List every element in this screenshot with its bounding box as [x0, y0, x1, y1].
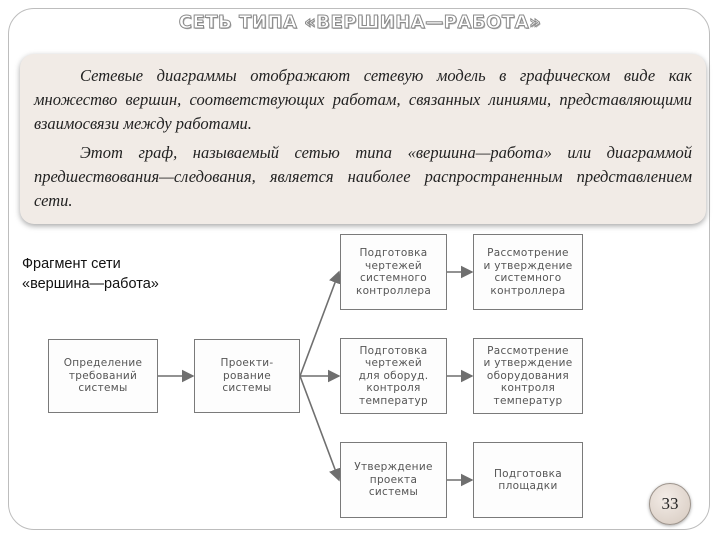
- caption-line-1: Фрагмент сети: [22, 256, 121, 272]
- arrow-design-drawings-controller: [300, 272, 339, 376]
- slide-title: СЕТЬ ТИПА «ВЕРШИНА—РАБОТА»: [178, 12, 542, 33]
- node-drawings-equipment: Подготовка чертежей для оборуд. контроля температур: [340, 338, 447, 414]
- caption-line-2: «вершина—работа»: [22, 276, 159, 292]
- paragraph-1: Сетевые диаграммы отображают сетевую модель в графическом виде как множество вершин, соответствующих работам, связанных линиями, представляющими взаимосвязи между работами.: [34, 66, 692, 133]
- arrow-design-approve-project: [300, 376, 339, 480]
- node-design: Проекти- рование системы: [194, 339, 300, 413]
- node-approve-project: Утверждение проекта системы: [340, 442, 447, 518]
- page-number-badge: 33: [649, 483, 691, 525]
- node-requirements: Определение требований системы: [48, 339, 158, 413]
- node-site-prep: Подготовка площадки: [473, 442, 583, 518]
- node-drawings-controller: Подготовка чертежей системного контроллера: [340, 234, 447, 310]
- node-review-controller: Рассмотрение и утверждение системного контроллера: [473, 234, 583, 310]
- paragraph-2: Этот граф, называемый сетью типа «вершина—работа» или диаграммой предшествования—следования, является наиболее распространенным представлением сети.: [34, 143, 692, 210]
- node-review-equipment: Рассмотрение и утверждение оборудования контроля температур: [473, 338, 583, 414]
